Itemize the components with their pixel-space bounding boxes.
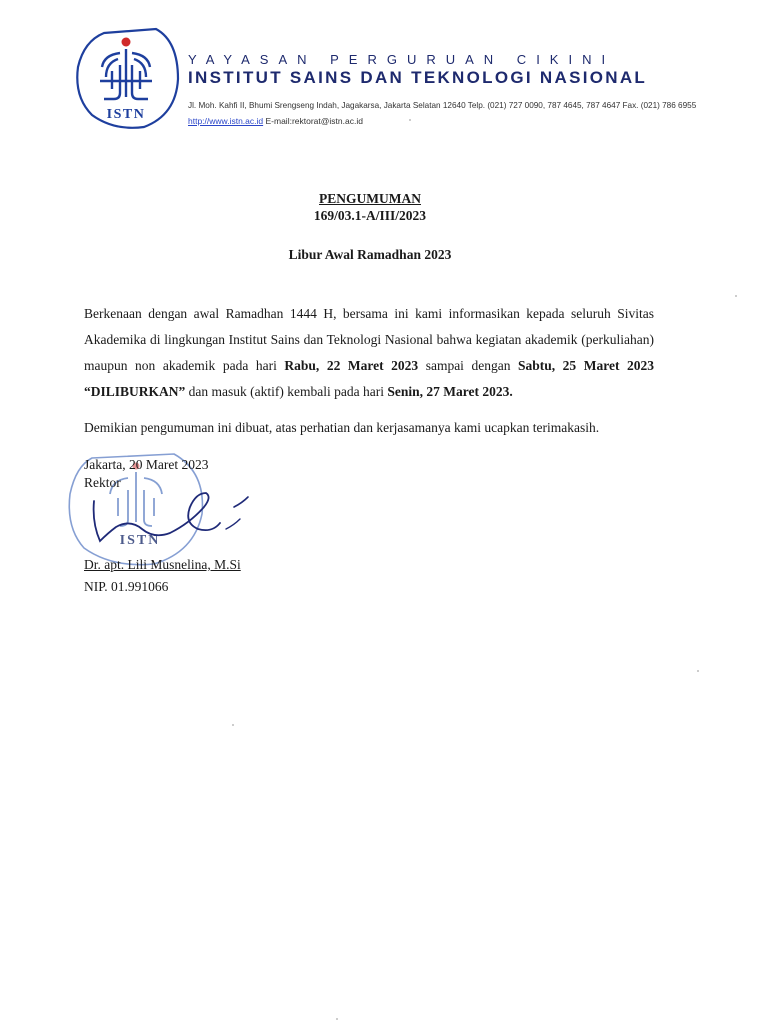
place-and-date: Jakarta, 20 Maret 2023 bbox=[84, 457, 209, 472]
signer-position: Rektor bbox=[84, 475, 121, 490]
scan-speck bbox=[232, 724, 234, 726]
end-date: Sabtu, 25 Maret 2023 “DILIBURKAN” bbox=[84, 358, 654, 399]
contact-line bbox=[188, 116, 363, 126]
closing-sentence: Demikian pengumuman ini dibuat, atas perhatian dan kerjasamanya kami ucapkan terimakasih. bbox=[84, 420, 600, 435]
paragraph-text: dan masuk (aktif) kembali pada hari bbox=[185, 384, 388, 399]
return-date: Senin, 27 Maret 2023. bbox=[387, 384, 513, 399]
signer-name: Dr. apt. Lili Musnelina, M.Si bbox=[84, 557, 241, 572]
signer-nip: NIP. 01.991066 bbox=[84, 579, 169, 594]
scan-speck bbox=[409, 119, 411, 121]
scan-speck bbox=[697, 670, 699, 672]
svg-text:ISTN: ISTN bbox=[106, 107, 146, 122]
announcement-title: PENGUMUMAN bbox=[319, 191, 421, 206]
handwritten-signature bbox=[86, 483, 256, 553]
institution-address: Jl. Moh. Kahfi II, Bhumi Srengseng Indah, Jagakarsa, Jakarta Selatan 12640 Telp. (021) 727 0090, 787 4645, 787 4647 Fax. (021) 786 6955 bbox=[188, 101, 697, 110]
announcement-subject: Libur Awal Ramadhan 2023 bbox=[288, 247, 452, 262]
announcement-paragraph bbox=[84, 301, 654, 405]
website-link[interactable]: http://www.istn.ac.id bbox=[188, 116, 264, 126]
scan-speck bbox=[735, 295, 737, 297]
scan-speck bbox=[336, 1018, 338, 1020]
svg-text:ISTN: ISTN bbox=[119, 533, 161, 548]
email-text: E-mail:rektorat@istn.ac.id bbox=[265, 116, 363, 126]
announcement-number: 169/03.1-A/III/2023 bbox=[313, 208, 427, 223]
start-date: Rabu, 22 Maret 2023 bbox=[284, 358, 419, 373]
paragraph-text: Berkenaan dengan awal Ramadhan 1444 H, bersama ini kami informasikan kepada seluruh Sivitas Akademika di lingkungan Institut Sains dan Teknologi Nasional bahwa kegiatan akademik (perkuliahan) maupun non akademik pada hari bbox=[84, 306, 654, 373]
istn-logo bbox=[74, 27, 182, 131]
institution-name: INSTITUT SAINS DAN TEKNOLOGI NASIONAL bbox=[188, 68, 648, 87]
paragraph-text: sampai dengan bbox=[418, 358, 518, 373]
foundation-name: YAYASAN PERGURUAN CIKINI bbox=[188, 52, 616, 67]
